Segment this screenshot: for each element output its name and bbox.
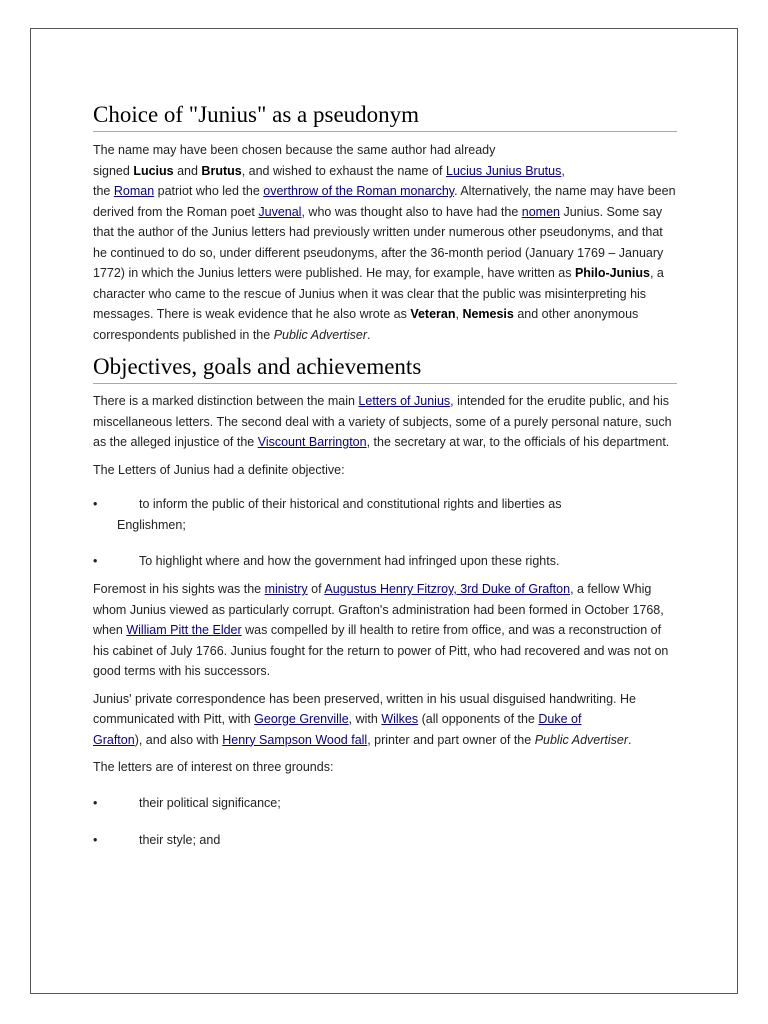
document-page <box>30 28 738 994</box>
text: signed <box>93 163 134 178</box>
paragraph-distinction <box>93 391 677 453</box>
link-text: Grafton <box>93 732 135 747</box>
bold-text: Brutus <box>201 163 242 178</box>
italic-text: Public Advertiser <box>534 732 629 747</box>
bullet-icon: • <box>93 832 98 847</box>
link-letters-of-junius[interactable]: Letters of Junius <box>358 394 451 408</box>
text: the <box>93 184 114 198</box>
article-body <box>93 101 677 851</box>
text: of <box>307 582 325 596</box>
text: and <box>173 163 202 178</box>
link-george-grenville[interactable]: George Grenville <box>254 712 349 726</box>
link-viscount-barrington[interactable]: Viscount Barrington <box>257 435 367 449</box>
list-item-text: to inform the public of their historical and constitutional rights and liberties as <box>139 497 562 511</box>
list-item <box>93 830 677 851</box>
list-item-text: To highlight where and how the government had infringed upon these rights. <box>139 554 560 568</box>
text: (all opponents of the <box>418 712 539 726</box>
link-juvenal[interactable]: Juvenal <box>258 204 302 219</box>
link-ministry[interactable]: ministry <box>264 582 308 596</box>
bullet-icon: • <box>93 795 98 810</box>
paragraph-objective-intro: The Letters of Junius had a definite objective: <box>93 462 345 477</box>
text: Junius. Some say that the author of the Junius letters had previously written under numerous other pseudonyms, and that he continued to do so, under different pseudonyms, after the 36-month period (January 1769 – January 1772) in which the Junius letters were published. He may, for example, have written as <box>93 204 664 280</box>
text: , printer and part owner of the <box>367 732 535 747</box>
link-duke-of-grafton-fitzroy[interactable]: Augustus Henry Fitzroy, 3rd Duke of Grafton <box>324 582 571 596</box>
text: , <box>561 163 565 178</box>
link-lucius-junius-brutus[interactable]: Lucius Junius Brutus <box>446 163 562 178</box>
bullet-icon: • <box>93 497 98 511</box>
bold-text: Philo-Junius <box>574 266 650 280</box>
section-heading-objectives: Objectives, goals and achievements <box>93 353 677 384</box>
text: , who was thought also to have had the <box>301 204 522 219</box>
text: was compelled by ill health to retire from office, and was a reconstruction of his cabinet of July 1766. Junius fought for the return to power of Pitt, who had recovered and was not on good terms with his successors. <box>93 623 669 678</box>
link-wilkes[interactable]: Wilkes <box>381 712 419 726</box>
link-william-pitt-elder[interactable]: William Pitt the Elder <box>126 623 242 637</box>
section-heading-junius-pseudonym: Choice of "Junius" as a pseudonym <box>93 101 677 132</box>
text: , with <box>348 712 382 726</box>
bold-text: Nemesis <box>462 307 514 321</box>
text: , intended for the erudite public, and his miscellaneous letters. The second deal with a variety of subjects, some of a purely personal nature, such as the alleged injustice of the <box>93 394 672 449</box>
text: The name may have been chosen because the same author had already <box>93 143 496 157</box>
paragraph-grafton <box>93 579 677 682</box>
bullet-icon: • <box>93 554 98 568</box>
text: patriot who led the <box>154 184 264 198</box>
italic-text: Public Advertiser <box>273 327 368 342</box>
link-text: Duke of <box>538 712 582 726</box>
text: Junius' private correspondence has been preserved, written in his usual disguised handwriting. He communicated with Pitt, with <box>93 691 636 726</box>
link-henry-sampson-woodfall[interactable]: Henry Sampson Wood fall <box>222 732 368 747</box>
link-nomen[interactable]: nomen <box>521 204 560 219</box>
text: ), and also with <box>134 732 223 747</box>
text: There is a marked distinction between the main <box>93 394 359 408</box>
list-item-text: their political significance; <box>139 795 281 810</box>
paragraph-correspondence <box>93 689 677 751</box>
list-item-text: their style; and <box>139 832 221 847</box>
text: and other anonymous correspondents published in the <box>93 307 639 342</box>
paragraph-three-grounds: The letters are of interest on three grounds: <box>93 760 334 774</box>
list-item-text: Englishmen; <box>117 518 186 532</box>
list-item <box>93 494 677 536</box>
text: , the secretary at war, to the officials of his department. <box>366 435 670 449</box>
text: , and wished to exhaust the name of <box>241 163 446 178</box>
text: , <box>455 307 463 321</box>
list-item <box>93 551 677 572</box>
text: . <box>628 732 632 747</box>
text: , a character who came to the rescue of Junius when it was clear that the public was misinterpreting his messages. There is weak evidence that he also wrote as <box>93 266 664 321</box>
text: . Alternatively, the name may have been derived from the Roman poet <box>93 184 676 219</box>
list-item <box>93 793 677 814</box>
paragraph-pseudonym <box>93 140 677 345</box>
bold-text: Lucius <box>133 163 174 178</box>
bold-text: Veteran <box>410 307 456 321</box>
text: , a fellow Whig whom Junius viewed as particularly corrupt. Grafton's administration had been formed in October 1768, when <box>93 582 664 637</box>
link-roman[interactable]: Roman <box>113 184 155 198</box>
text: . <box>367 327 371 342</box>
link-overthrow-roman-monarchy[interactable]: overthrow of the Roman monarchy <box>263 184 455 198</box>
text: Foremost in his sights was the <box>93 582 265 596</box>
